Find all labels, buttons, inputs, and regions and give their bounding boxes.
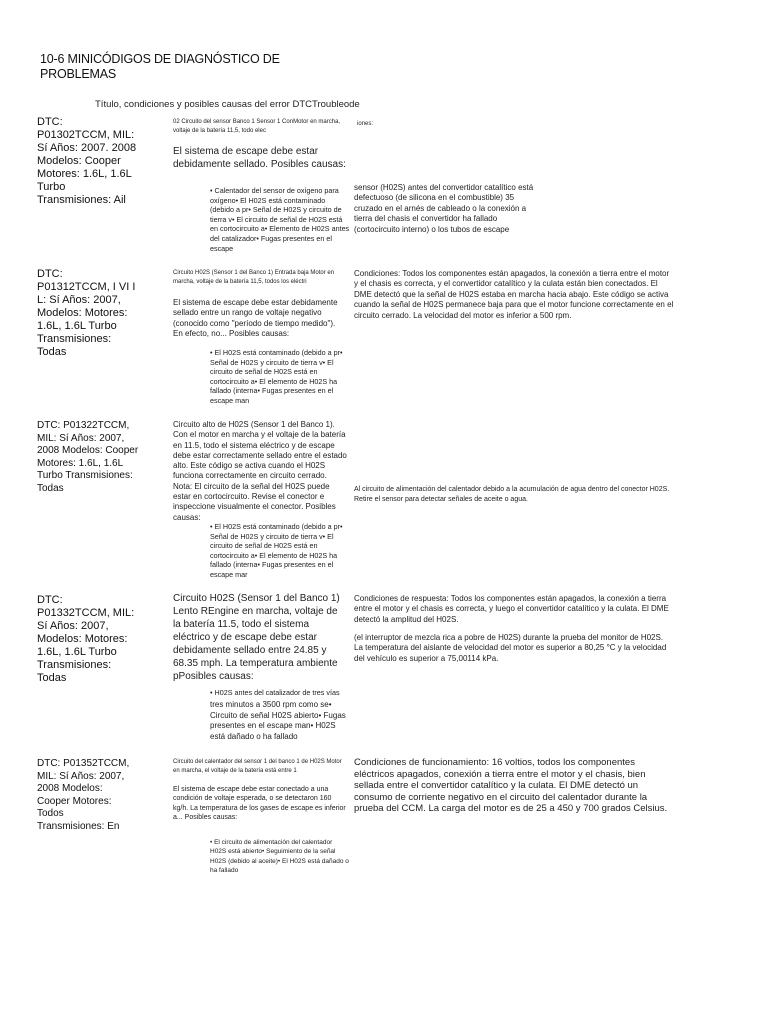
causes-list-p0135: • El circuito de alimentación del calentador H02S está abierto• Seguimiento de la señal H02S (debido al aceite)• El H02S está dañado o ha fallado xyxy=(210,839,349,875)
causes-list-p0133-a: • H02S antes del catalizador de tres vías xyxy=(210,688,340,697)
details-p0133-a: Condiciones de respuesta: Todos los componentes están apagados, la conexión a tierra entre el motor y el chasis es correcta, y luego el convertidor catalítico y la culata. El DME detectó la amplitud del H02S. xyxy=(354,594,669,624)
dtc-label-p0132: DTC: P01322TCCM, MIL: Sí Años: 2007, 2008 Modelos: Cooper Motores: 1.6L, 1.6L Turbo Transmisiones: Todas xyxy=(37,420,139,494)
causes-list-p0131: • El H02S está contaminado (debido a pr• Señal de H02S y circuito de tierra v• El circuito de señal de H02S está en cortocircuito a• El elemento de H02S ha fallado (interna• Fugas presentes en el escape man xyxy=(210,348,343,405)
details-p0133-b: (el interruptor de mezcla rica a pobre de H02S) durante la prueba del monitor de H02S. La temperatura del aislante de velocidad del motor es superior a 80,25 °C y la velocidad del vehículo es superior a 75,00114 kPa. xyxy=(354,633,667,663)
condition-text-p0131: El sistema de escape debe estar debidamente sellado entre un rango de voltaje negativo (conocido como "período de tiempo medido"). En efecto, no... Posibles causas: xyxy=(173,298,338,338)
details-p0130: sensor (H02S) antes del convertidor catalítico está defectuoso (de silicona en el combustible) 35 cruzado en el arnés de cableado o la conexión a tierra del chasis el convertidor ha fallado (cortocircuito interno) o los tubos de escape xyxy=(354,183,534,234)
dtc-label-p0130: DTC: P01302TCCM, MIL: Sí Años: 2007. 2008 Modelos: Cooper Motores: 1.6L, 1.6L Turbo Transmisiones: Ail xyxy=(37,116,137,206)
condition-text-p0130: El sistema de escape debe estar debidamente sellado. Posibles causas: xyxy=(173,146,346,170)
dtc-label-p0133: DTC: P01332TCCM, MIL: Sí Años: 2007, Modelos: Motores: 1.6L, 1.6L Turbo Transmisiones: Todas xyxy=(37,594,135,684)
condition-text-p0132: Circuito alto de H02S (Sensor 1 del Banco 1). Con el motor en marcha y el voltaje de la batería en 11.5, todo el sistema eléctrico y de escape debe estar correctamente sellado entre el estado alto. Este código se activa cuando el H02S funciona correctamente en circuito cerrado. Nota: El circuito de la señal del H02S puede estar en cortocircuito. Revise el conector e inspeccione visualmente el conector. Posibles causas: xyxy=(173,420,347,522)
details-p0135: Condiciones de funcionamiento: 16 voltios, todos los componentes eléctricos apagados, conexión a tierra entre el motor y el chasis, bien sellada entre el convertidor catalítico y la culata. El DME detectó un consumo de corriente negativo en el circuito del calentador durante la prueba del CCM. La carga del motor es de 25 a 450 y 700 grados Celsius. xyxy=(354,757,668,815)
condition-text-p0133: Circuito H02S (Sensor 1 del Banco 1) Lento REngine en marcha, voltaje de la batería 11.5, todo el sistema eléctrico y de escape debe estar debidamente sellado entre 24.85 y 68.35 mph. La temperatura ambiente pPosibles causas: xyxy=(173,593,340,682)
page-subtitle: Título, condiciones y posibles causas del error DTCTroubleode xyxy=(95,99,360,110)
condition-title-p0135: Circuito del calentador del sensor 1 del banco 1 de H02S Motor en marcha, el voltaje de la batería está entre 1 xyxy=(173,759,342,774)
causes-list-p0133-b: tres minutos a 3500 rpm como se• Circuito de señal H02S abierto• Fugas presentes en el escape man• H02S está dañado o ha fallado xyxy=(210,700,346,741)
details-p0131: Condiciones: Todos los componentes están apagados, la conexión a tierra entre el motor y el chasis es correcta, y el convertidor catalítico y la culata están bien conectados. El DME detectó que la señal de H02S estaba en marcha hacia abajo. Este código se activa cuando la señal de H02S permanece baja para que el motor funcione correctamente en el circuito cerrado. La velocidad del motor es inferior a 500 rpm. xyxy=(354,269,674,320)
details-p0132: Al circuito de alimentación del calentador debido a la acumulación de agua dentro del conector H02S. Retire el sensor para detectar señales de aceite o agua. xyxy=(354,486,670,504)
causes-list-p0132: • El H02S está contaminado (debido a pr• Señal de H02S y circuito de tierra v• El circuito de señal de H02S está en cortocircuito a• El elemento de H02S ha fallado (interna• Fugas presentes en el escape mar xyxy=(210,522,343,579)
dtc-label-p0131: DTC: P01312TCCM, I VI I L: Sí Años: 2007, Modelos: Motores: 1.6L, 1.6L Turbo Transmisiones: Todas xyxy=(37,268,136,358)
condition-title-p0131: Circuito H02S (Sensor 1 del Banco 1) Entrada baja Motor en marcha, voltaje de la batería 11,5, todos los eléctri xyxy=(173,270,335,285)
condition-title-p0130: 02 Circuito del sensor Banco 1 Sensor 1 ConMotor en marcha, voltaje de la batería 11,5, todo elec xyxy=(173,119,341,134)
condition-text-p0135: El sistema de escape debe estar conectado a una condición de voltaje esperada, o se detectaron 160 kg/h. La temperatura de los gases de escape es inferior a... Posibles causas: xyxy=(173,786,346,822)
page-title: 10-6 MINICÓDIGOS DE DIAGNÓSTICO DE PROBLEMAS xyxy=(40,52,280,81)
causes-list-p0130: • Calentador del sensor de oxígeno para oxígeno• El H02S está contaminado (debido a pr• Señal de H02S y circuito de tierra v• El circuito de señal de H02S está en cortocircuito a• Elemento de H02S antes del catalizador• Fugas presentes en el escape xyxy=(210,186,350,253)
note-p0130: iones: xyxy=(357,121,374,127)
dtc-label-p0135: DTC: P01352TCCM, MIL: Sí Años: 2007, 2008 Modelos: Cooper Motores: Todos Transmisiones: En xyxy=(37,758,130,832)
